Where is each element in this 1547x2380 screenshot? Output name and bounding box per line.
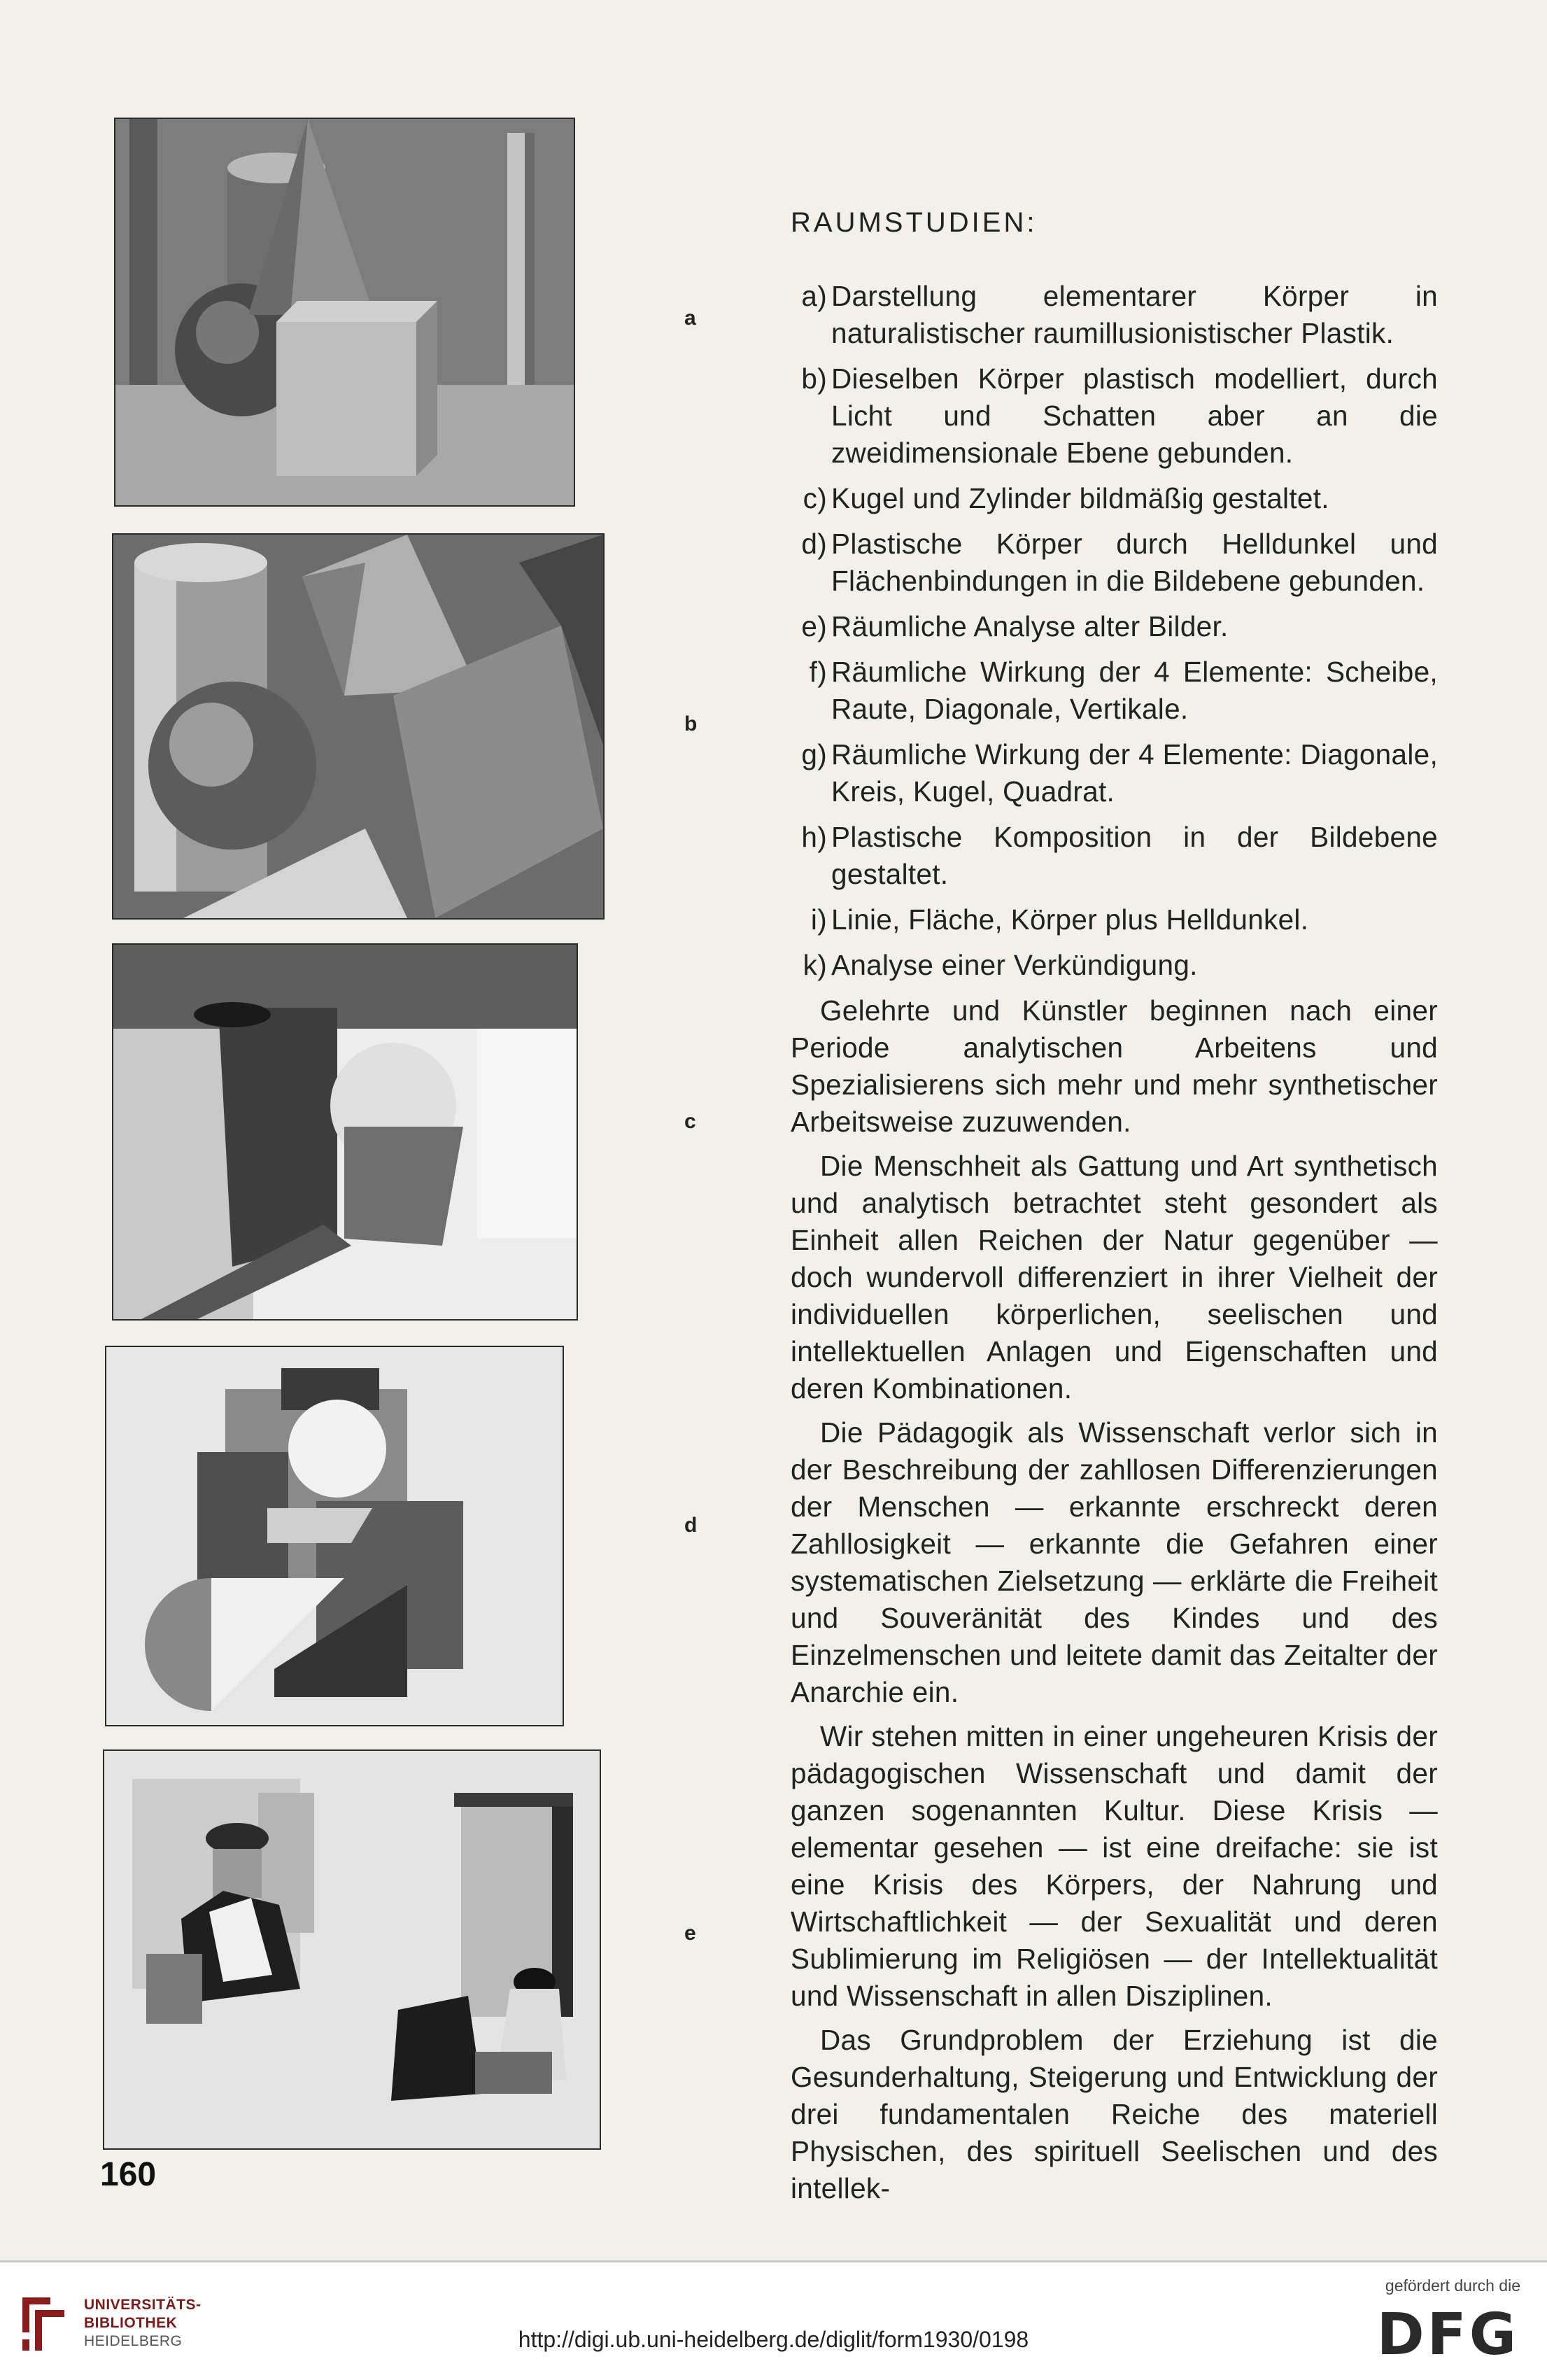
- study-item: [791, 654, 1438, 728]
- body-paragraph: Gelehrte und Künstler beginnen nach einer Periode analytischen Arbeitens und Spezialisierens sich mehr und mehr synthetischer Arbeitsweise zuzuwenden.: [791, 994, 1438, 1138]
- study-item-key: d): [801, 528, 827, 560]
- plate-label-e: e: [684, 1922, 696, 1945]
- dfg-caption: gefördert durch die: [1385, 2276, 1520, 2295]
- library-name-line2: BIBLIOTHEK: [84, 2315, 178, 2331]
- plate-c-image: [112, 943, 578, 1321]
- study-item-text: Analyse einer Verkündigung.: [831, 949, 1198, 981]
- plate-b-image: [112, 533, 605, 920]
- plate-a-image: [114, 118, 575, 507]
- study-item-key: g): [801, 738, 827, 770]
- study-item-text: Räumliche Wirkung der 4 Elemente: Diagonale, Kreis, Kugel, Quadrat.: [831, 738, 1438, 808]
- study-item-text: Darstellung elementarer Körper in naturalistischer raumillusionistischer Plastik.: [831, 280, 1438, 349]
- study-item-text: Plastische Komposition in der Bildebene gestaltet.: [831, 821, 1438, 890]
- study-item-text: Räumliche Wirkung der 4 Elemente: Scheibe, Raute, Diagonale, Vertikale.: [831, 656, 1438, 725]
- study-item: [791, 608, 1438, 645]
- study-item-key: c): [803, 482, 827, 514]
- study-item: [791, 278, 1438, 352]
- digitization-footer: [0, 2260, 1547, 2380]
- study-item-key: b): [801, 362, 827, 395]
- study-item-text: Plastische Körper durch Helldunkel und Flächenbindungen in die Bildebene gebunden.: [831, 528, 1438, 597]
- study-item-key: f): [809, 656, 827, 688]
- dfg-logo: DFG: [1376, 2302, 1519, 2368]
- study-item-text: Dieselben Körper plastisch modelliert, durch Licht und Schatten aber an die zweidimensionale Ebene gebunden.: [831, 362, 1438, 469]
- section-heading: RAUMSTUDIEN:: [791, 207, 1038, 238]
- plate-d-image: [105, 1346, 564, 1726]
- plate-label-b: b: [684, 712, 698, 735]
- plate-label-a: a: [684, 307, 696, 330]
- study-item: [791, 360, 1438, 472]
- study-item: [791, 901, 1438, 938]
- plate-label-d: d: [684, 1514, 698, 1537]
- study-item: [791, 947, 1438, 984]
- study-item-key: e): [801, 610, 827, 642]
- permalink-url[interactable]: http://digi.ub.uni-heidelberg.de/diglit/form1930/0198: [518, 2327, 1029, 2352]
- study-item: [791, 526, 1438, 600]
- body-paragraph: Die Pädagogik als Wissenschaft verlor sich in der Beschreibung der zahllosen Differenzierungen der Menschen — erkannte erschreckt deren Zahllosigkeit — erkannte die Gefahren einer systematischen Zielsetzung — erklärte die Freiheit und Souveränität des Kindes und des Einzelmenschen und leitete damit das Zeitalter der Anarchie ein.: [791, 1416, 1438, 1708]
- library-name-line3: HEIDELBERG: [84, 2333, 183, 2349]
- study-item: [791, 736, 1438, 810]
- body-paragraph: Die Menschheit als Gattung und Art synthetisch und analytisch betrachtet steht gesondert als Einheit allen Reichen der Natur gegenüber — doch wundervoll differenziert in ihrer Vielheit der individuellen körperlichen, seelischen und intellektuellen Anlagen und Eigenschaften und deren Kombinationen.: [791, 1150, 1438, 1404]
- study-item-key: h): [801, 821, 827, 853]
- study-item: [791, 819, 1438, 893]
- body-paragraph: Wir stehen mitten in einer ungeheuren Krisis der pädagogischen Wissenschaft und damit der ganzen sogenannten Kultur. Diese Krisis — elementar gesehen — ist eine dreifache: sie ist eine Krisis des Körpers, der Nahrung und Wirtschaftlichkeit — der Sexualität und deren Sublimierung im Religiösen — der Intellektualität und Wissenschaft in allen Disziplinen.: [791, 1720, 1438, 2012]
- study-item-key: a): [801, 280, 827, 312]
- study-item-key: k): [803, 949, 827, 981]
- text-column: [791, 204, 1438, 2207]
- studies-list: [791, 278, 1438, 984]
- body-paragraphs: [791, 992, 1438, 2207]
- study-item: [791, 480, 1438, 517]
- plate-label-c: c: [684, 1110, 696, 1133]
- page-number: 160: [100, 2156, 157, 2193]
- plate-e-image: [103, 1749, 601, 2150]
- study-item-text: Linie, Fläche, Körper plus Helldunkel.: [831, 903, 1309, 936]
- body-paragraph: Das Grundproblem der Erziehung ist die Gesunderhaltung, Steigerung und Entwicklung der drei fundamentalen Reiche des materiell Physischen, des spirituell Seelischen und des intellek-: [791, 2024, 1438, 2204]
- study-item-text: Räumliche Analyse alter Bilder.: [831, 610, 1229, 642]
- library-name-line1: UNIVERSITÄTS-: [84, 2297, 202, 2313]
- study-item-text: Kugel und Zylinder bildmäßig gestaltet.: [831, 482, 1329, 514]
- study-item-key: i): [810, 903, 827, 936]
